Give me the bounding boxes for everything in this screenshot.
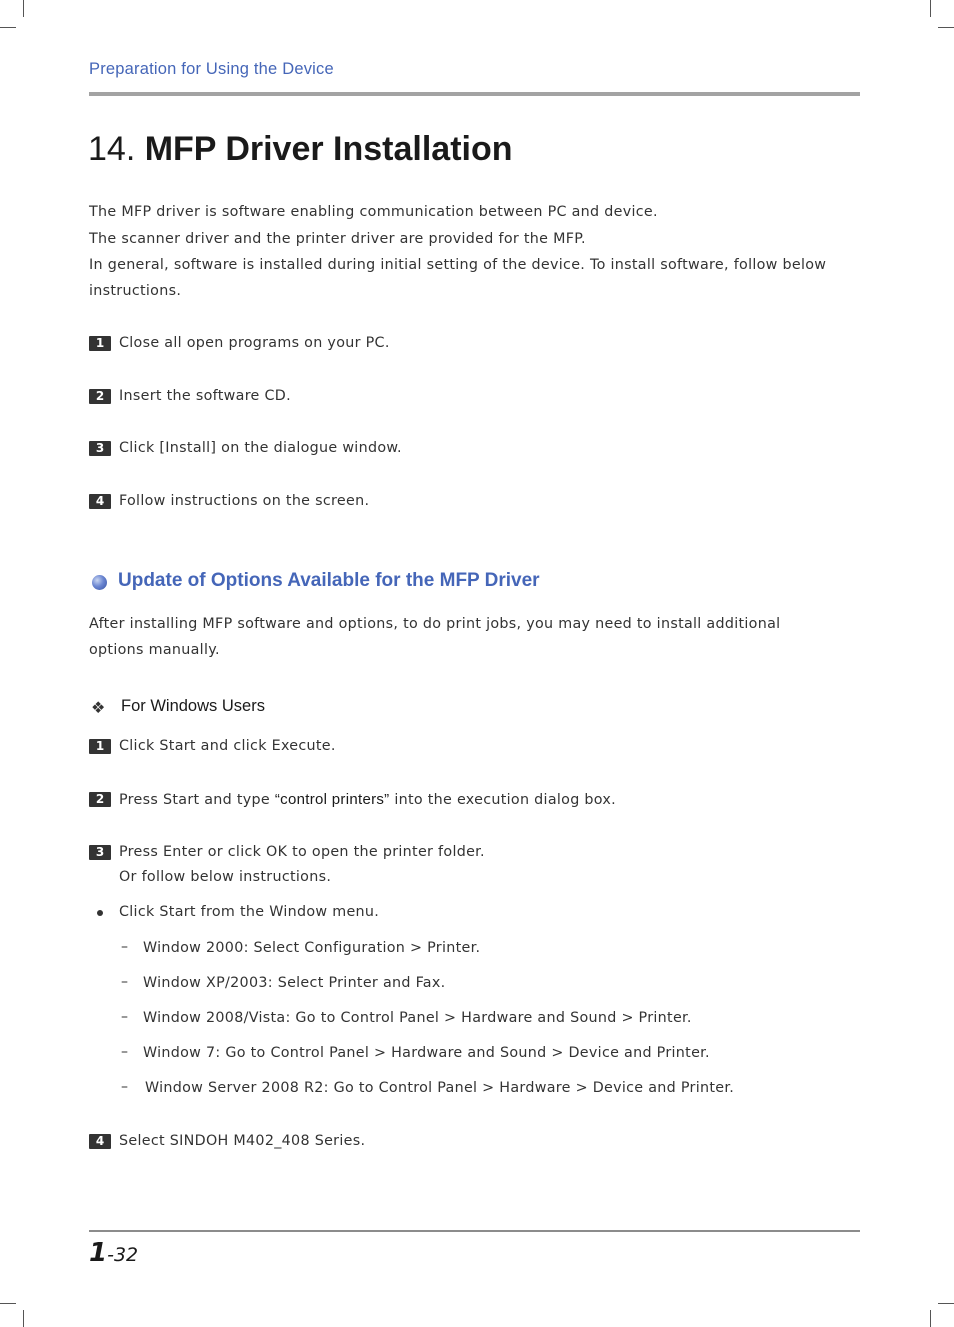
- command-quote: “control printers”: [274, 791, 390, 808]
- dash-item: Window XP/2003: Select Printer and Fax.: [143, 975, 446, 991]
- page-number: [89, 1238, 138, 1268]
- dash-marker: –: [121, 1079, 129, 1095]
- footer-rule: [89, 1230, 860, 1232]
- step-text: Close all open programs on your PC.: [119, 335, 390, 351]
- dash-item: Window 2000: Select Configuration > Printer.: [143, 940, 481, 956]
- page-title: [88, 130, 513, 169]
- step-number-badge: 1: [89, 336, 111, 351]
- title-text: MFP Driver Installation: [144, 130, 513, 168]
- dash-marker: –: [121, 974, 129, 990]
- dash-marker: –: [121, 939, 129, 955]
- crop-mark: [0, 27, 16, 28]
- step-number-badge: 2: [89, 792, 111, 807]
- step-text: Press Enter or click OK to open the printer folder.: [119, 844, 485, 860]
- dash-item: Window 2008/Vista: Go to Control Panel > Hardware and Sound > Printer.: [143, 1010, 692, 1026]
- step-text: Insert the software CD.: [119, 388, 291, 404]
- intro-line-2: The scanner driver and the printer driver are provided for the MFP.: [89, 231, 586, 247]
- bullet-dot: [97, 910, 103, 916]
- step-number-badge: 1: [89, 739, 111, 754]
- section-bullet-icon: [92, 575, 107, 590]
- diamond-bullet-icon: ❖: [91, 698, 106, 717]
- dash-item: Window Server 2008 R2: Go to Control Panel > Hardware > Device and Printer.: [145, 1080, 735, 1096]
- step-number-badge: 2: [89, 389, 111, 404]
- dash-item: Window 7: Go to Control Panel > Hardware and Sound > Device and Printer.: [143, 1045, 710, 1061]
- crop-mark: [0, 1303, 16, 1304]
- step-text: Click Start and click Execute.: [119, 738, 336, 754]
- section-description: After installing MFP software and options, to do print jobs, you may need to install additional options manually.: [89, 616, 781, 658]
- step-text: [119, 791, 616, 809]
- step-number-badge: 4: [89, 1134, 111, 1149]
- page-number-suffix: -32: [107, 1244, 139, 1266]
- step-number-badge: 3: [89, 441, 111, 456]
- crop-mark: [930, 0, 931, 17]
- step-text: Click [Install] on the dialogue window.: [119, 440, 402, 456]
- dash-marker: –: [121, 1044, 129, 1060]
- step-text: Select SINDOH M402_408 Series.: [119, 1133, 366, 1149]
- bullet-item: Click Start from the Window menu.: [119, 904, 380, 920]
- crop-mark: [930, 1310, 931, 1327]
- title-number: 14.: [88, 130, 136, 168]
- dash-marker: –: [121, 1009, 129, 1025]
- step-number-badge: 3: [89, 845, 111, 860]
- windows-users-heading: For Windows Users: [121, 697, 265, 715]
- crop-mark: [23, 0, 24, 17]
- intro-line-1: The MFP driver is software enabling communication between PC and device.: [89, 204, 658, 220]
- step-text: Follow instructions on the screen.: [119, 493, 370, 509]
- crop-mark: [938, 27, 954, 28]
- step-text-after: into the execution dialog box.: [389, 792, 617, 808]
- chapter-number: 1: [89, 1238, 108, 1268]
- running-header: Preparation for Using the Device: [89, 60, 334, 78]
- intro-line-3: In general, software is installed during initial setting of the device. To install software, follow below instructions.: [89, 257, 827, 299]
- header-rule: [89, 92, 860, 96]
- crop-mark: [23, 1310, 24, 1327]
- step-number-badge: 4: [89, 494, 111, 509]
- crop-mark: [938, 1303, 954, 1304]
- step-3-continuation: Or follow below instructions.: [119, 869, 332, 885]
- section-title: Update of Options Available for the MFP Driver: [118, 570, 540, 591]
- step-text-before: Press Start and type: [119, 792, 275, 808]
